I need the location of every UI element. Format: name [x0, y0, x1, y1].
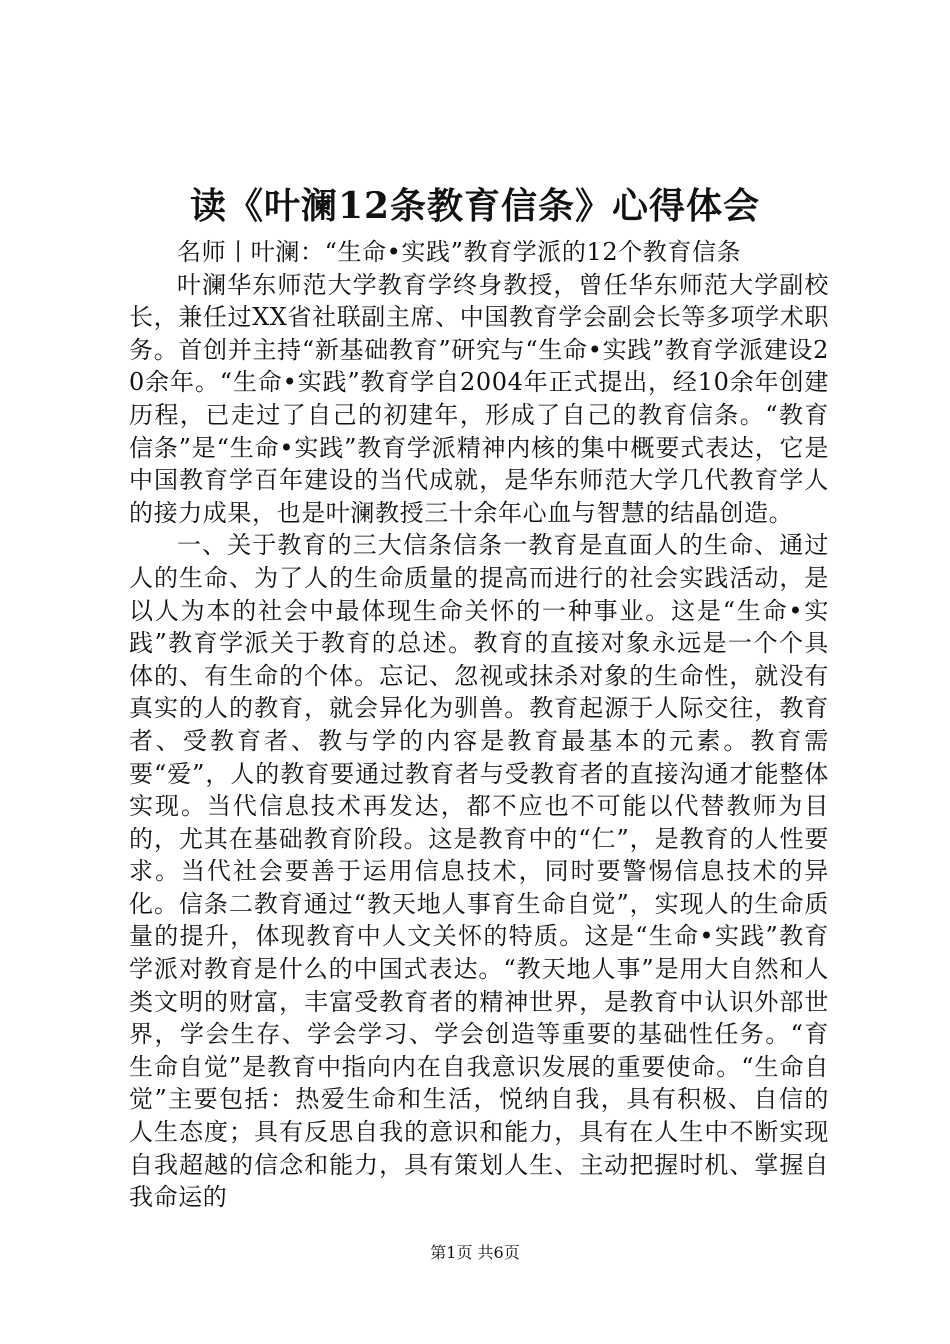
intro-paragraph: 叶澜华东师范大学教育学终身教授，曾任华东师范大学副校长，兼任过XX省社联副主席、中国教育学会副会长等多项学术职务。首创并主持“新基础教育”研究与“生命•实践”教育学派建设20余年。“生命•实践”教育学自2004年正式提出，经10余年创建历程，已走过了自己的初建年，形成了自己的教育信条。“教育信条”是“生命•实践”教育学派精神内核的集中概要式表达，它是中国教育学百年建设的当代成就，是华东师范大学几代教育学人的接力成果，也是叶澜教授三十余年心血与智慧的结晶创造。: [129, 270, 829, 527]
subtitle-paragraph: 名师丨叶澜：“生命•实践”教育学派的12个教育信条: [177, 238, 742, 266]
creed-paragraph: 一、关于教育的三大信条信条一教育是直面人的生命、通过人的生命、为了人的生命质量的提高而进行的社会实践活动，是以人为本的社会中最体现生命关怀的一种事业。这是“生命•实践”教育学派关于教育的总述。教育的直接对象永远是一个个具体的、有生命的个体。忘记、忽视或抹杀对象的生命性，就没有真实的人的教育，就会异化为驯兽。教育起源于人际交往，教育者、受教育者、教与学的内容是教育最基本的元素。教育需要“爱”，人的教育要通过教育者与受教育者的直接沟通才能整体实现。当代信息技术再发达，都不应也不可能以代替教师为目的，尤其在基础教育阶段。这是教育中的“仁”，是教育的人性要求。当代社会要善于运用信息技术，同时要警惕信息技术的异化。信条二教育通过“教天地人事育生命自觉”，实现人的生命质量的提升，体现教育中人文关怀的特质。这是“生命•实践”教育学派对教育是什么的中国式表达。“教天地人事”是用大自然和人类文明的财富，丰富受教育者的精神世界，是教育中认识外部世界，学会生存、学会学习、学会创造等重要的基础性任务。“育生命自觉”是教育中指向内在自我意识发展的重要使命。“生命自觉”主要包括：热爱生命和生活，悦纳自我，具有积极、自信的人生态度；具有反思自我的意识和能力，具有在人生中不断实现自我超越的信念和能力，具有策划人生、主动把握时机、掌握自我命运的: [129, 531, 829, 1212]
document-body: [129, 236, 829, 1214]
page-number-footer: 第1页 共6页: [430, 1243, 520, 1262]
document-title: 读《叶澜12条教育信条》心得体会: [189, 185, 761, 227]
